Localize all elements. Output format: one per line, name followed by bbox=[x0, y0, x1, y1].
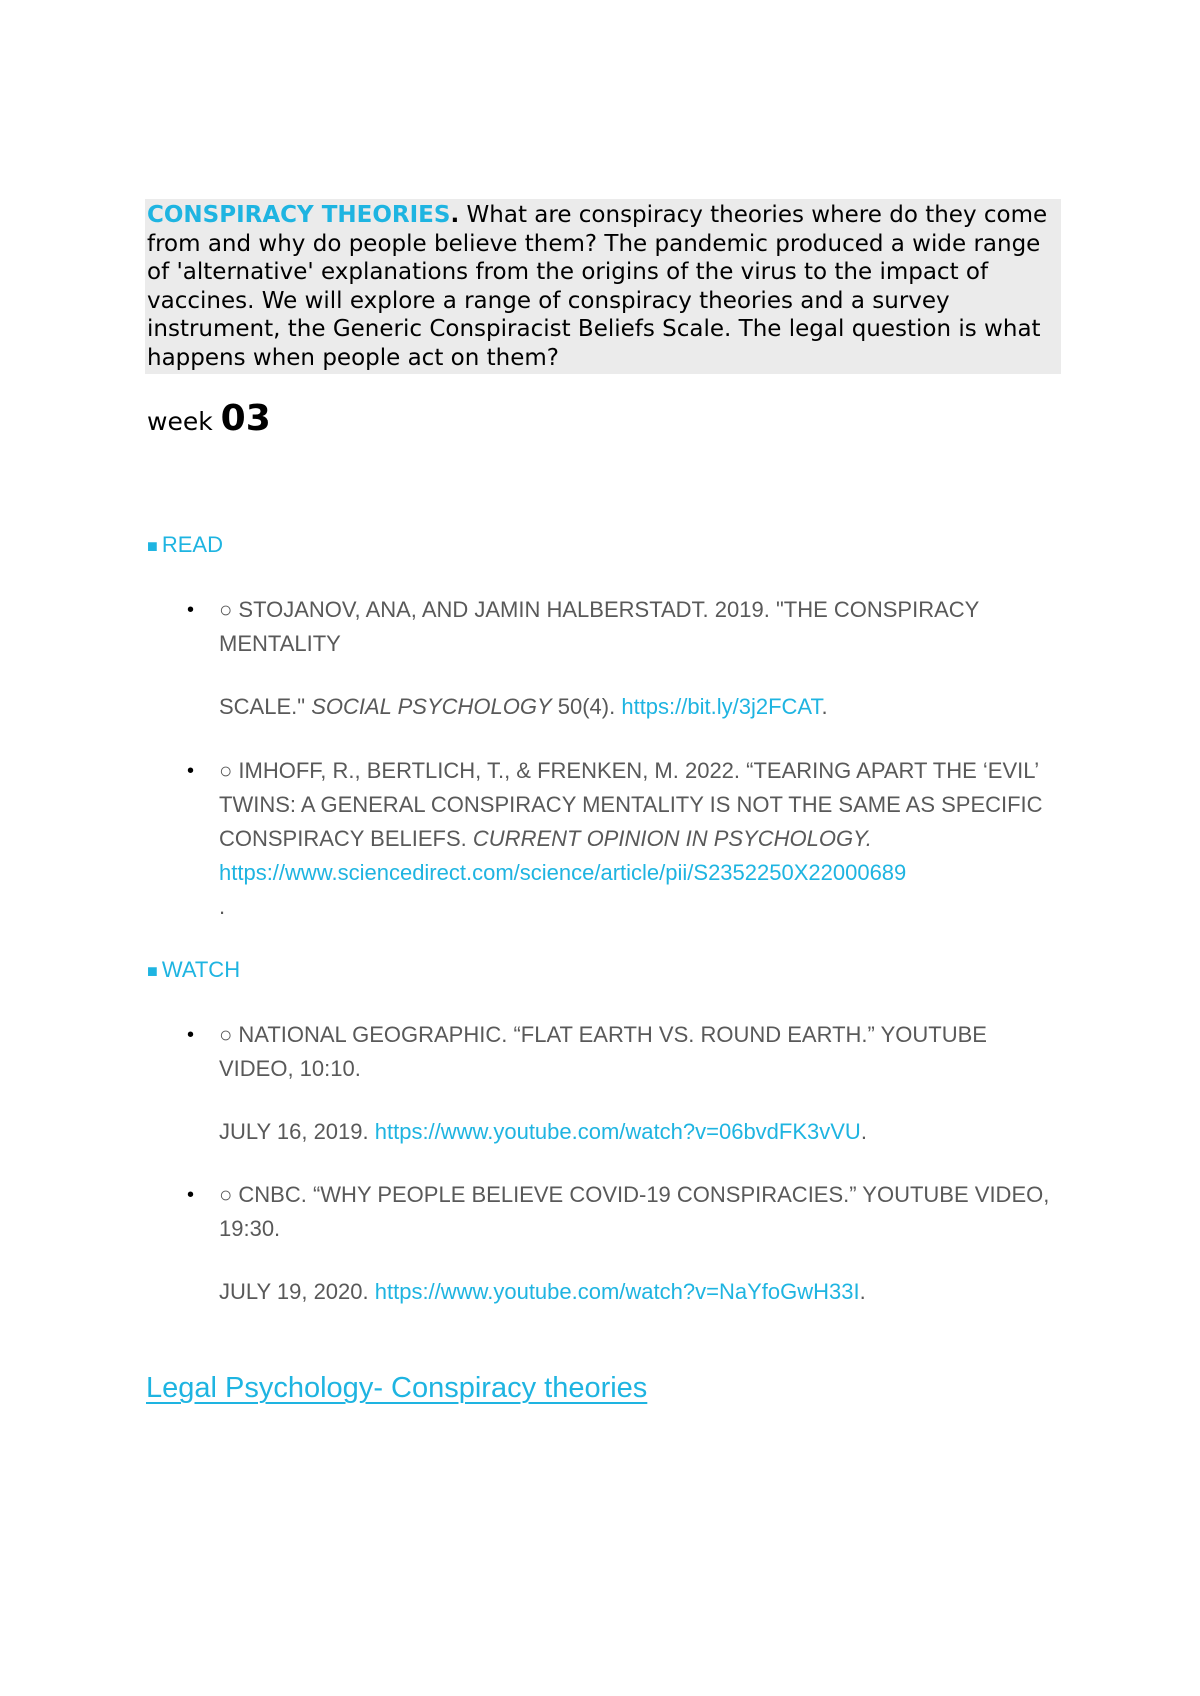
journal-title: CURRENT OPINION IN PSYCHOLOGY. bbox=[472, 826, 872, 851]
reference-prefix: SCALE." bbox=[219, 694, 312, 719]
reference-end: . bbox=[860, 1119, 867, 1144]
list-item bbox=[187, 593, 1067, 724]
reference-link[interactable]: https://bit.ly/3j2FCAT bbox=[621, 694, 822, 719]
bullet-icon: • bbox=[187, 760, 195, 782]
bullet-icon: • bbox=[187, 1024, 195, 1046]
reference-text: ○ STOJANOV, ANA, AND JAMIN HALBERSTADT. 2019. "THE CONSPIRACY MENTALITY bbox=[219, 597, 979, 656]
square-bullet-icon: ■ bbox=[147, 536, 158, 556]
reference-text: ○ NATIONAL GEOGRAPHIC. “FLAT EARTH VS. ROUND EARTH.” YOUTUBE VIDEO, 10:10. bbox=[219, 1022, 987, 1081]
reference-date: JULY 19, 2020. bbox=[219, 1279, 375, 1304]
week-word: week bbox=[147, 407, 221, 436]
reference-text: ○ CNBC. “WHY PEOPLE BELIEVE COVID-19 CONSPIRACIES.” YOUTUBE VIDEO, 19:30. bbox=[219, 1182, 1050, 1241]
list-item bbox=[187, 1018, 1067, 1149]
intro-heading-punct: . bbox=[450, 202, 460, 228]
document-link-title[interactable]: Legal Psychology- Conspiracy theories bbox=[146, 1372, 648, 1404]
section-watch-heading bbox=[147, 957, 240, 983]
list-item bbox=[187, 1178, 1067, 1309]
reference-link[interactable]: https://www.youtube.com/watch?v=06bvdFK3vVU bbox=[374, 1119, 861, 1144]
reference-end: . bbox=[821, 694, 828, 719]
journal-volume: 50(4). bbox=[551, 694, 622, 719]
reference-continuation bbox=[219, 1115, 1067, 1149]
reference-end: . bbox=[219, 894, 226, 919]
reference-text bbox=[219, 754, 1067, 924]
intro-heading: CONSPIRACY THEORIES bbox=[147, 202, 451, 228]
intro-text: What are conspiracy theories where do they come from and why do people believe them? The pandemic produced a wide range of 'alternative' explanations from the origins of the virus to the impact of vaccines. We will explore a range of conspiracy theories and a survey instrument, the Generic Conspiracist Beliefs Scale. The legal question is what happens when people act on them? bbox=[147, 202, 1048, 371]
reference-continuation bbox=[219, 1275, 1067, 1309]
section-read-title: READ bbox=[161, 532, 223, 557]
journal-title: SOCIAL PSYCHOLOGY bbox=[311, 694, 552, 719]
bullet-icon: • bbox=[187, 1184, 195, 1206]
list-item bbox=[187, 754, 1067, 924]
intro-paragraph bbox=[145, 199, 1061, 374]
section-watch-title: WATCH bbox=[161, 957, 241, 982]
section-read-heading bbox=[147, 532, 223, 558]
reference-continuation bbox=[219, 690, 1067, 724]
reference-link[interactable]: https://www.sciencedirect.com/science/article/pii/S2352250X22000689 bbox=[219, 860, 907, 885]
bullet-icon: • bbox=[187, 599, 195, 621]
reference-link[interactable]: https://www.youtube.com/watch?v=NaYfoGwH33I bbox=[374, 1279, 860, 1304]
week-number: 03 bbox=[220, 398, 271, 439]
reference-date: JULY 16, 2019. bbox=[219, 1119, 375, 1144]
square-bullet-icon: ■ bbox=[147, 961, 158, 981]
reference-end: . bbox=[859, 1279, 866, 1304]
reference-main: ○ IMHOFF, R., BERTLICH, T., & FRENKEN, M. 2022. “TEARING APART THE ‘EVIL’ TWINS: A GENERAL CONSPIRACY MENTALITY IS NOT THE SAME AS SPECIFIC CONSPIRACY BELIEFS. bbox=[219, 758, 1043, 851]
week-label bbox=[147, 398, 271, 439]
